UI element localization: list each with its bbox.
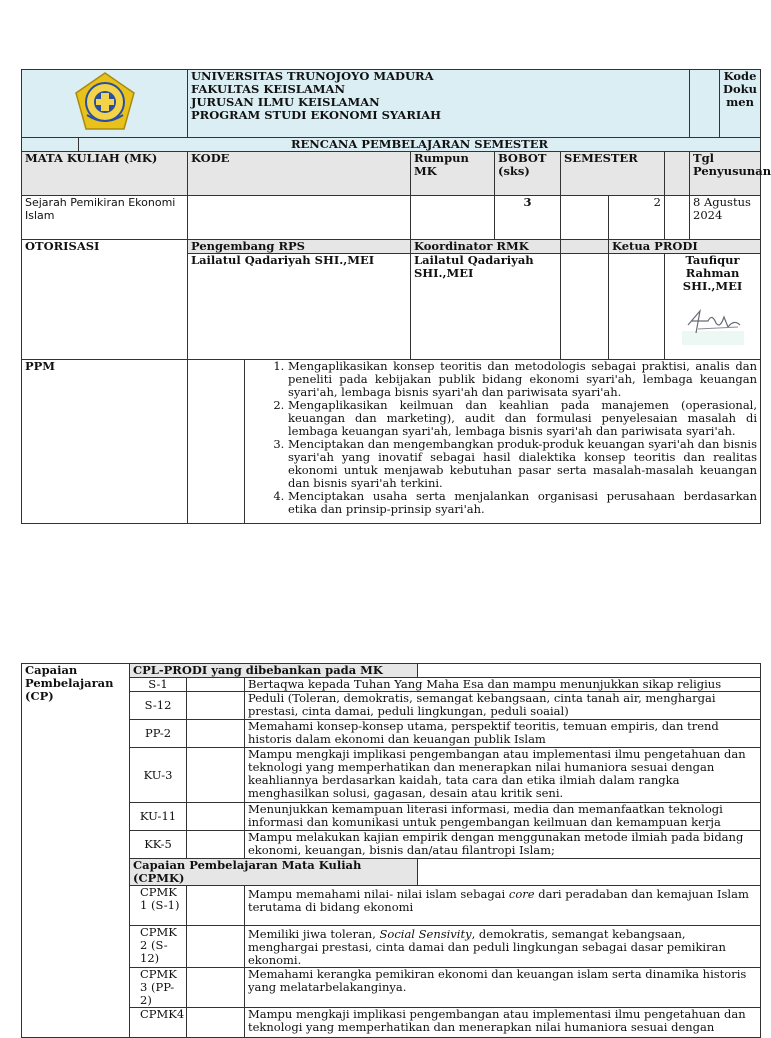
faculty-name: FAKULTAS KEISLAMAN [191,82,345,96]
empty-cell [187,803,245,831]
ketua-block [665,254,761,360]
empty-cell [187,1008,245,1038]
ppm-item: 2. Mengaplikasikan keilmuan dan keahlian pada manajemen (operasional, keuangan dan marketing), audit dan formulasi penyelesaian masalah di lembaga keuangan syari'ah, lembaga bisnis syari'ah dan pariwisata syari'ah. [288,399,757,438]
cpmk-text: Memahami kerangka pemikiran ekonomi dan keuangan islam serta dinamika historis yang melatarbelakanginya. [245,968,761,1008]
empty-cell [188,360,245,524]
empty-cell [561,254,609,360]
cpl-text: Menunjukkan kemampuan literasi informasi, media dan memanfaatkan teknologi informasi dan komunikasi untuk pengembangan keilmuan dan kemampuan kerja [245,803,761,831]
ppm-item: 3. Menciptakan dan mengembangkan produk-produk keuangan syari'ah dan bisnis syari'ah yang inovatif sebagai hasil dialektika konsep teoritis dan realitas ekonomi untuk menjawab kebutuhan pasar serta masalah-masalah keuangan dan bisnis syari'ah terkini. [288,438,757,490]
cpl-code: KK-5 [130,831,187,859]
cpl-code: S-1 [130,678,187,692]
empty-cell [187,926,245,968]
empty-cell [22,138,79,152]
pengembang-name: Lailatul Qadariyah SHI.,MEI [188,254,411,360]
ketua-label: Ketua PRODI [609,240,761,254]
empty-cell [418,859,761,886]
empty-cell [187,968,245,1008]
cpl-code: PP-2 [130,720,187,748]
ppm-list [248,360,757,516]
course-tgl: 8 Agustus 2024 [690,196,761,240]
empty-cell [187,748,245,803]
cpmk-code: CPMK 1 (S-1) [130,886,187,926]
cpmk-text: Mampu memahami nilai- nilai islam sebagai core dari peradaban dan kemajuan Islam terutama di bidang ekonomi [245,886,761,926]
cpmk-text: Mampu mengkaji implikasi pengembangan atau implementasi ilmu pengetahuan dan teknologi yang memperhatikan dan menerapkan nilai humaniora sesuai dengan [245,1008,761,1038]
course-name: Sejarah Pemikiran Ekonomi Islam [22,196,188,240]
empty-cell [665,196,690,240]
cpmk-code: CPMK 3 (PP-2) [130,968,187,1008]
bobot-label: BOBOT (sks) [495,152,561,196]
empty-cell [187,720,245,748]
cpmk-text: Memiliki jiwa toleran, Social Sensivity, demokratis, semangat kebangsaan, menghargai prestasi, cinta damai dan peduli lingkungan sebagai dasar pemikiran ekonomi. [245,926,761,968]
kode-label: KODE [188,152,411,196]
cpl-text: Peduli (Toleran, demokratis, semangat kebangsaan, cinta tanah air, menghargai prestasi, cinta damai, peduli lingkungan, peduli soaial) [245,692,761,720]
empty-cell [690,70,720,138]
rumpun-label: Rumpun MK [411,152,495,196]
rps-header-table [21,69,771,524]
program-name: PROGRAM STUDI EKONOMI SYARIAH [191,108,442,122]
cpl-text: Memahami konsep-konsep utama, perspektif teoritis, temuan empiris, dan trend historis dalam ekonomi dan keuangan publik Islam [245,720,761,748]
empty-cell [561,240,609,254]
empty-cell [609,254,665,360]
empty-cell [418,664,761,678]
institution-block [188,70,690,138]
cp-label: Capaian Pembelajaran (CP) [22,664,130,1038]
empty-cell [187,692,245,720]
ppm-item: 4. Menciptakan usaha serta menjalankan organisasi perusahaan berdasarkan etika dan prinsip-prinsip syari'ah. [288,490,757,516]
course-rumpun [411,196,495,240]
cpl-text: Mampu melakukan kajian empirik dengan menggunakan metode ilmiah pada bidang ekonomi, keuangan, bisnis dan/atau filantropi Islam; [245,831,761,859]
department-name: JURUSAN ILMU KEISLAMAN [191,95,380,109]
cpl-heading: CPL-PRODI yang dibebankan pada MK [130,664,418,678]
course-bobot: 3 [495,196,561,240]
doc-code-label: Kode Dokumen [720,70,761,138]
university-name: UNIVERSITAS TRUNOJOYO MADURA [191,69,434,83]
cpl-code: S-12 [130,692,187,720]
semester-label: SEMESTER [561,152,665,196]
cpl-code: KU-11 [130,803,187,831]
ketua-name: Taufiqur Rahman SHI.,MEI [682,253,743,293]
tgl-label: Tgl Penyusunan [690,152,761,196]
otorisasi-label: OTORISASI [22,240,188,360]
koordinator-name: Lailatul Qadariyah SHI.,MEI [411,254,561,360]
document-title: RENCANA PEMBELAJARAN SEMESTER [79,138,761,152]
course-code [188,196,411,240]
ppm-content [245,360,761,524]
mk-label: MATA KULIAH (MK) [22,152,188,196]
empty-cell [187,831,245,859]
cpmk-code: CPMK 2 (S-12) [130,926,187,968]
empty-cell [187,678,245,692]
course-semester: 2 [609,196,665,240]
cpmk-code: CPMK4 [130,1008,187,1038]
pengembang-label: Pengembang RPS [188,240,411,254]
cpl-text: Bertaqwa kepada Tuhan Yang Maha Esa dan mampu menunjukkan sikap religius [245,678,761,692]
cp-table [21,663,761,1038]
koordinator-label: Koordinator RMK [411,240,561,254]
cpl-code: KU-3 [130,748,187,803]
empty-cell [187,886,245,926]
ppm-label: PPM [22,360,188,524]
cpl-text: Mampu mengkaji implikasi pengembangan atau implementasi ilmu pengetahuan dan teknologi yang memperhatikan dan menerapkan nilai humaniora sesuai dengan keahliannya berdasarkan kaidah, tata cara dan etika ilmiah dalam rangka menghasilkan solusi, gagasan, desain atau kritik seni. [245,748,761,803]
signature-image [678,299,748,347]
cpmk-heading: Capaian Pembelajaran Mata Kuliah (CPMK) [130,859,418,886]
university-logo [22,70,188,138]
ppm-item: 1. Mengaplikasikan konsep teoritis dan metodologis sebagai praktisi, analis dan peneliti pada kebijakan publik bidang ekonomi syari'ah, lembaga keuangan syari'ah, lembaga bisnis syari'ah dan pariwisata syari'ah. [288,360,757,399]
empty-cell [665,152,690,196]
empty-cell [561,196,609,240]
university-logo-icon [73,71,137,133]
